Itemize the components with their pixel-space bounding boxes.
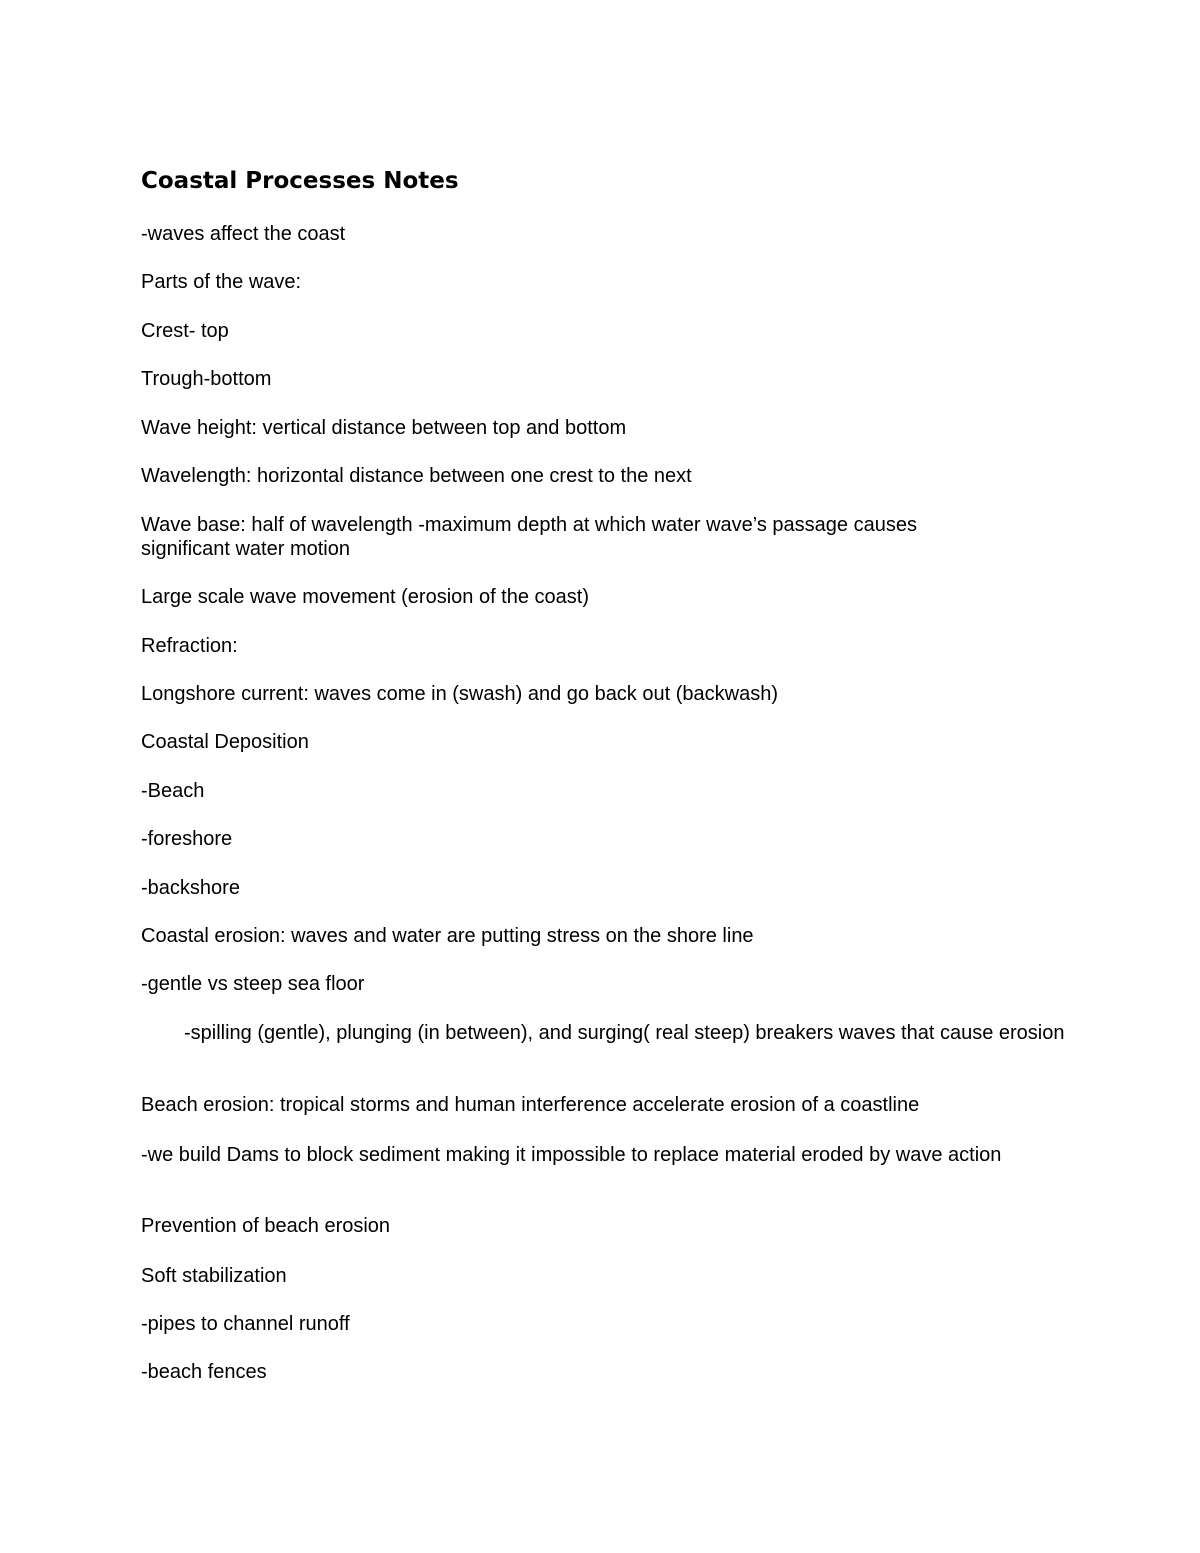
note-line: -pipes to channel runoff	[141, 1313, 350, 1335]
note-line: -Beach	[141, 780, 205, 802]
note-line: Wave base: half of wavelength -maximum depth at which water wave’s passage causes significant water motion	[141, 514, 917, 560]
note-line: -backshore	[141, 877, 240, 899]
note-line: -we build Dams to block sediment making it impossible to replace material eroded by wave action	[141, 1144, 1002, 1166]
note-line: -gentle vs steep sea floor	[141, 973, 365, 995]
note-line: Coastal Deposition	[141, 731, 309, 753]
note-line: Refraction:	[141, 635, 238, 657]
note-line: Soft stabilization	[141, 1265, 287, 1287]
note-line: Longshore current: waves come in (swash) and go back out (backwash)	[141, 683, 778, 705]
page-title: Coastal Processes Notes	[141, 168, 459, 194]
note-line: -beach fences	[141, 1361, 267, 1383]
note-line: Crest- top	[141, 320, 229, 342]
note-line: Trough-bottom	[141, 368, 272, 390]
note-line: Prevention of beach erosion	[141, 1215, 391, 1237]
note-line: Large scale wave movement (erosion of the coast)	[141, 586, 589, 608]
note-line: -foreshore	[141, 828, 233, 850]
note-line: -waves affect the coast	[141, 223, 346, 245]
note-line: Beach erosion: tropical storms and human interference accelerate erosion of a coastline	[141, 1094, 920, 1116]
note-line: Coastal erosion: waves and water are putting stress on the shore line	[141, 925, 754, 947]
note-line: Wavelength: horizontal distance between one crest to the next	[141, 465, 692, 487]
note-line: Wave height: vertical distance between top and bottom	[141, 417, 627, 439]
note-line-indented: -spilling (gentle), plunging (in between), and surging( real steep) breakers waves that cause erosion	[184, 1022, 1065, 1044]
note-line: Parts of the wave:	[141, 271, 302, 293]
